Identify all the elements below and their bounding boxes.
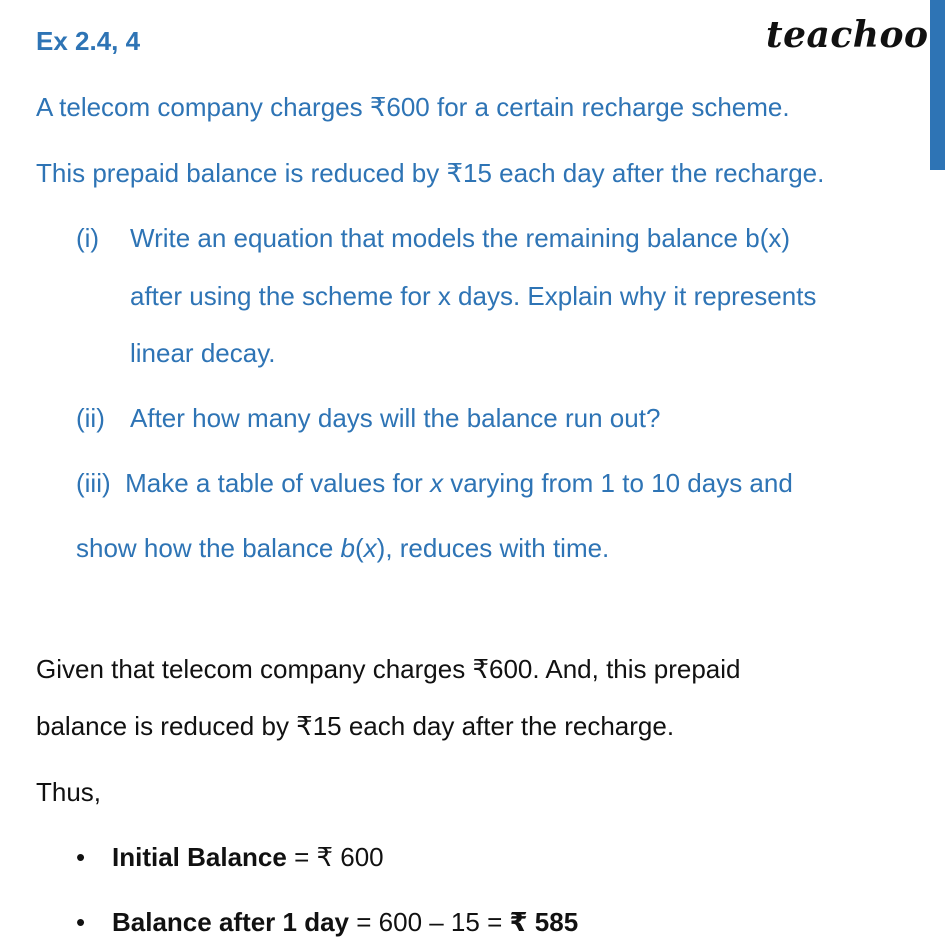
part-i-line-2: after using the scheme for x days. Explain why it represents (130, 281, 817, 311)
part-i-number: (i) (76, 223, 100, 253)
part-iii-text-c: show how the balance (76, 533, 341, 563)
thus-text: Thus, (36, 777, 102, 807)
bullet-dot-2: • (76, 907, 86, 937)
part-iii-text-a: Make a table of values for (125, 468, 431, 498)
part-i-line-1: Write an equation that models the remaining balance b(x) (130, 223, 791, 253)
bullet-initial-balance (112, 842, 384, 873)
part-ii-line-1: After how many days will the balance run out? (130, 403, 661, 433)
bullet-1-expr: = ₹ 600 (286, 842, 384, 872)
given-line-2: balance is reduced by ₹15 each day after the recharge. (36, 711, 675, 741)
part-i-line-3: linear decay. (130, 338, 276, 368)
bullet-2-label: Balance after 1 day (112, 907, 350, 937)
part-iii-var-b: b (340, 533, 355, 563)
bullet-dot-1: • (76, 842, 86, 872)
part-iii-line-2 (76, 533, 609, 564)
teachoo-logo: teachoo (766, 14, 929, 56)
exercise-title: Ex 2.4, 4 (36, 26, 141, 56)
question-line-2: This prepaid balance is reduced by ₹15 each day after the recharge. (36, 158, 825, 188)
part-iii-text-d: ), reduces with time. (376, 533, 610, 563)
part-iii-line-1 (76, 468, 793, 499)
question-line-1: A telecom company charges ₹600 for a certain recharge scheme. (36, 92, 790, 122)
part-iii-paren: ( (354, 533, 364, 563)
part-iii-var-x: x (430, 468, 444, 498)
bullet-2-expr: = 600 – 15 = (349, 907, 510, 937)
side-accent-bar (930, 0, 945, 170)
bullet-balance-day-1 (112, 907, 578, 938)
given-line-1: Given that telecom company charges ₹600. And, this prepaid (36, 654, 741, 684)
part-iii-var-x2: x (363, 533, 377, 563)
part-iii-text-b: varying from 1 to 10 days and (443, 468, 793, 498)
bullet-1-label: Initial Balance (112, 842, 287, 872)
part-ii-number: (ii) (76, 403, 105, 433)
part-iii-number: (iii) (76, 468, 111, 498)
bullet-2-result: ₹ 585 (509, 907, 579, 937)
